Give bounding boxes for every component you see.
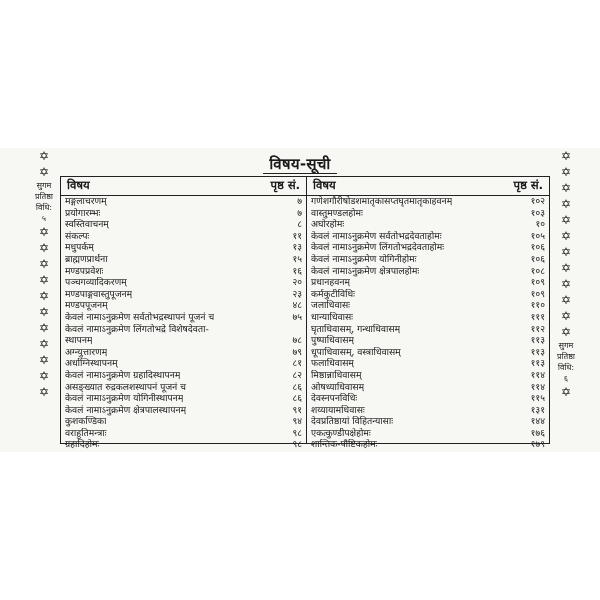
toc-entry-page: ८	[297, 219, 302, 231]
toc-entry-title: मङ्गलाचरणम्	[65, 196, 107, 207]
toc-entry	[311, 439, 545, 451]
toc-entry-title: अघोरहोमः	[311, 219, 345, 231]
header-topic: विषय	[313, 178, 336, 192]
toc-entry	[65, 347, 302, 359]
toc-entry	[65, 439, 302, 451]
toc-entry-title: ब्राह्मणप्रार्थना	[65, 253, 108, 265]
side-label: प्रतिष्ठा	[35, 192, 53, 201]
toc-entry	[65, 242, 302, 254]
toc-rows	[307, 196, 549, 451]
star-icon: ✡	[38, 149, 50, 163]
star-icon: ✡	[560, 325, 572, 339]
toc-entry	[311, 335, 545, 347]
star-icon: ✡	[38, 337, 50, 351]
toc-entry-title: प्रधानहवनम्	[311, 277, 350, 289]
toc-entry-title: मण्डपप्रवेशः	[65, 265, 104, 277]
toc-entry	[311, 196, 545, 208]
toc-entry-title: मिष्ठान्नाधिवासम्	[311, 369, 362, 381]
toc-entry-page: ७९	[292, 346, 302, 358]
toc-entry	[65, 300, 302, 312]
toc-rows	[61, 196, 306, 451]
toc-entry	[65, 254, 302, 266]
toc-entry-title: केवलं नामाऽनुक्रमेण सर्वतोभद्रदेवताहोमः	[311, 230, 442, 242]
star-icon: ✡	[560, 385, 572, 399]
toc-entry-title: केवलं नामाऽनुक्रमेण लिंगतोभद्रदेवताहोमः	[311, 242, 445, 254]
toc-entry-page: ८६	[292, 393, 302, 405]
toc-left-column	[60, 176, 306, 451]
toc-entry-title: केवलं नामाऽनुक्रमेण ग्रहादिस्थापनम्	[65, 369, 181, 381]
toc-entry	[65, 277, 302, 289]
toc-entry-title: केवलं नामाऽनुक्रमेण सर्वतोभद्रस्थापनं पूजनं च	[65, 311, 215, 323]
page-title-text: विषय-सूची	[263, 155, 336, 174]
toc-entry-page: १५	[292, 253, 302, 265]
star-icon: ✡	[38, 353, 50, 367]
star-icon: ✡	[38, 225, 50, 239]
side-label: सुगम	[36, 181, 52, 190]
toc-entry-page	[272, 324, 302, 336]
toc-entry	[65, 219, 302, 231]
toc-entry	[311, 370, 545, 382]
toc-entry-title: जलाधिवासः	[311, 300, 351, 312]
star-icon: ✡	[38, 257, 50, 271]
toc-entry	[311, 242, 545, 254]
toc-entry-page: १०३	[530, 207, 545, 219]
toc-entry-page: ९१	[292, 404, 302, 416]
star-icon: ✡	[560, 181, 572, 195]
toc-entry-title: शान्तिक-पौष्टिकहोमः	[311, 439, 378, 451]
toc-entry-page: ११०	[530, 300, 545, 312]
star-icon: ✡	[560, 149, 572, 163]
toc-entry-title: असङ्ख्यात रुद्रकलशस्थापनं पूजनं च	[65, 381, 186, 393]
toc-entry	[311, 208, 545, 220]
toc-entry	[65, 370, 302, 382]
toc-entry	[311, 428, 545, 440]
side-label: प्रतिष्ठा	[557, 352, 575, 361]
toc-entry-title: ओषध्याधिवासम्	[311, 381, 365, 393]
side-label: सुगम	[558, 341, 574, 350]
toc-entry-page: ८२	[292, 369, 302, 381]
toc-entry-page: १०६	[530, 242, 545, 254]
toc-entry-title: ग्रहादिहोमः	[65, 439, 100, 451]
toc-entry-page: ११५	[530, 393, 545, 405]
toc-entry-page: ११४	[530, 369, 545, 381]
toc-entry-page: १०२	[530, 196, 545, 207]
toc-header	[61, 177, 306, 196]
header-page: पृष्ठ सं.	[270, 178, 300, 192]
toc-entry-title: स्वस्तिवाचनम्	[65, 219, 109, 231]
toc-entry-title: धान्याधिवासः	[311, 311, 354, 323]
toc-entry-page: २३	[292, 288, 302, 300]
toc-entry	[311, 277, 545, 289]
star-icon: ✡	[560, 261, 572, 275]
toc-entry-title: स्थापनम्	[65, 335, 93, 347]
toc-entry	[65, 231, 302, 243]
toc-entry-title: मण्डपपूजनम्	[65, 300, 108, 312]
toc-entry-page: १३१	[530, 404, 545, 416]
toc-entry-page: ११४	[530, 381, 545, 393]
toc-entry-title: केवलं नामाऽनुक्रमेण योगिनीहोमः	[311, 253, 417, 265]
toc-entry-page: ७	[297, 207, 302, 219]
toc-entry	[311, 289, 545, 301]
toc-right-column	[306, 176, 550, 451]
toc-entry-title: कुशकण्डिका	[65, 416, 107, 428]
header-topic: विषय	[67, 178, 90, 192]
toc-entry	[311, 219, 545, 231]
toc-entry-page: १०९	[530, 277, 545, 289]
column-divider	[306, 176, 307, 444]
toc-entry-page: १३	[292, 242, 302, 254]
toc-entry-page: १७६	[530, 427, 545, 439]
toc-entry-page: ७५	[292, 311, 302, 323]
toc-entry-title: पुष्पाधिवासम्	[311, 335, 354, 347]
toc-entry-page: ११२	[530, 323, 545, 335]
toc-entry-title: गणेशगौरीषोडशमातृकासप्तघृतमातृकाहवनम्	[311, 196, 453, 207]
toc-entry-page: १०	[535, 219, 545, 231]
star-icon: ✡	[38, 385, 50, 399]
star-icon: ✡	[560, 165, 572, 179]
toc-entry-title: केवलं नामाऽनुक्रमेण लिंगतोभद्रे विशेषदेवता-	[65, 323, 209, 335]
toc-entry-page: १६	[292, 265, 302, 277]
toc-entry-title: घृताधिवासम्, गन्धाधिवासम्	[311, 323, 401, 335]
toc-entry	[311, 416, 545, 428]
left-decorative-border	[34, 148, 54, 452]
star-icon: ✡	[560, 277, 572, 291]
star-icon: ✡	[38, 321, 50, 335]
side-label: ६	[563, 374, 569, 383]
toc-entry-title: अर्धाग्निस्थापनम्	[65, 358, 118, 370]
star-icon: ✡	[38, 289, 50, 303]
star-icon: ✡	[560, 213, 572, 227]
document-page	[0, 148, 600, 452]
toc-entry	[65, 393, 302, 405]
toc-entry-title: केवलं नामाऽनुक्रमेण क्षेत्रपालहोमः	[311, 265, 420, 277]
toc-entry-title: पञ्चगव्यादिकरणम्	[65, 277, 127, 289]
side-label: विधि:	[557, 363, 575, 372]
star-icon: ✡	[38, 273, 50, 287]
toc-entry-title: धूपाधिवासम्, वस्त्राधिवासम्	[311, 346, 401, 358]
toc-entry-title: केवलं नामाऽनुक्रमेण योगिनीस्थापनम्	[65, 393, 184, 405]
toc-header	[307, 177, 549, 196]
star-icon: ✡	[560, 245, 572, 259]
toc-entry	[65, 405, 302, 417]
toc-entry	[311, 382, 545, 394]
toc-entry	[311, 358, 545, 370]
toc-entry-page: ७	[297, 196, 302, 207]
header-page: पृष्ठ सं.	[513, 178, 543, 192]
toc-entry-title: फलाधिवासम्	[311, 358, 354, 370]
toc-entry-page: ९८	[292, 439, 302, 451]
toc-entry-page: ११	[292, 230, 302, 242]
toc-entry-title: अग्न्युत्तारणम्	[65, 346, 108, 358]
toc-entry-title: केवलं नामाऽनुक्रमेण क्षेत्रपालस्थापनम्	[65, 404, 187, 416]
toc-entry-page: ११३	[530, 335, 545, 347]
toc-entry-title: वराहुतिमन्त्राः	[65, 427, 107, 439]
toc-entry	[311, 312, 545, 324]
page-title	[0, 154, 600, 174]
toc-entry-title: देवप्रतिष्ठायां विहितन्यासाः	[311, 416, 394, 428]
toc-entry-page: ९८	[292, 427, 302, 439]
star-icon: ✡	[560, 229, 572, 243]
toc-entry-page: ११३	[530, 358, 545, 370]
toc-entry-title: संकल्पः	[65, 230, 90, 242]
toc-entry	[311, 347, 545, 359]
star-icon: ✡	[560, 197, 572, 211]
toc-entry-title: शय्यायामधिवासः	[311, 404, 365, 416]
toc-entry-page: १७९	[530, 439, 545, 451]
toc-entry-page: ४८	[292, 300, 302, 312]
toc-entry-title: प्रयोगारम्भः	[65, 207, 101, 219]
toc-entry-title: देवस्नपनविधिः	[311, 393, 358, 405]
toc-entry-page: ८६	[292, 381, 302, 393]
toc-entry	[65, 312, 302, 324]
toc-entry	[65, 358, 302, 370]
star-icon: ✡	[38, 241, 50, 255]
toc-entry-page: ९४	[292, 416, 302, 428]
toc-entry	[311, 324, 545, 336]
toc-entry-page: १०५	[530, 230, 545, 242]
toc-entry-title: कर्मकुटीविधिः	[311, 288, 355, 300]
star-icon: ✡	[38, 305, 50, 319]
toc-entry-page: १४४	[530, 416, 545, 428]
toc-entry-page: ११३	[530, 346, 545, 358]
toc-entry	[65, 324, 302, 336]
toc-entry-page: ७८	[292, 335, 302, 347]
star-icon: ✡	[560, 293, 572, 307]
toc-entry-page: १०८	[530, 265, 545, 277]
toc-entry	[65, 382, 302, 394]
star-icon: ✡	[38, 369, 50, 383]
right-decorative-border	[556, 148, 576, 452]
toc-entry-page: ८१	[292, 358, 302, 370]
toc-entry	[65, 266, 302, 278]
star-icon: ✡	[560, 309, 572, 323]
toc-entry	[311, 393, 545, 405]
toc-entry	[311, 405, 545, 417]
toc-entry-page: १११	[530, 311, 545, 323]
toc-entry	[311, 231, 545, 243]
toc-entry-title: वास्तुमण्डलहोमः	[311, 207, 363, 219]
side-label: ५	[41, 214, 47, 223]
toc-entry	[65, 208, 302, 220]
toc-entry-page: १०६	[530, 253, 545, 265]
toc-entry	[65, 289, 302, 301]
toc-entry-page: २०	[292, 277, 302, 289]
toc-entry	[311, 266, 545, 278]
toc-entry-title: मण्डपाङ्गवास्तुपूजनम्	[65, 288, 133, 300]
toc-entry	[311, 254, 545, 266]
side-label: विधि:	[35, 203, 53, 212]
toc-entry-page: १०९	[530, 288, 545, 300]
toc-entry-title: एकत्कुण्डीपक्षेहोमः	[311, 427, 371, 439]
toc-entry	[65, 416, 302, 428]
toc-entry	[65, 196, 302, 208]
toc-entry	[65, 335, 302, 347]
toc-entry	[65, 428, 302, 440]
toc-entry	[311, 300, 545, 312]
toc-entry-title: मधुपर्कम्	[65, 242, 94, 254]
star-icon: ✡	[38, 165, 50, 179]
